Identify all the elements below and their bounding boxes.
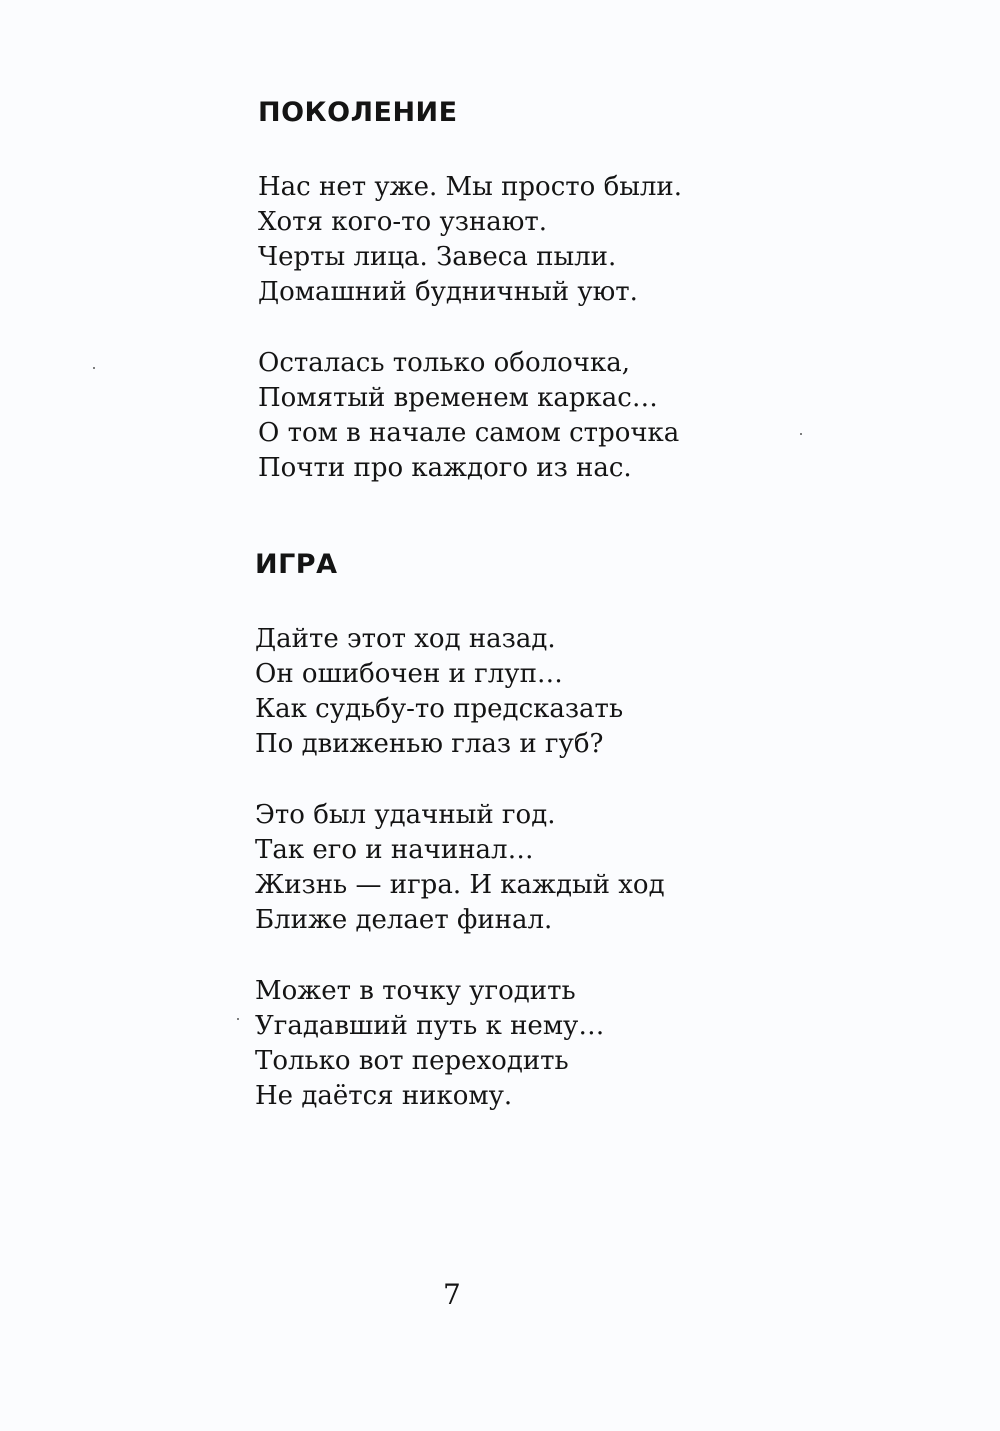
verse-line: Дайте этот ход назад.: [255, 624, 556, 654]
verse-line: Он ошибочен и глуп…: [255, 659, 563, 689]
verse-line: Помятый временем каркас…: [258, 383, 658, 413]
stanza: [255, 974, 855, 1114]
verse-line: Осталась только оболочка,: [258, 348, 630, 378]
verse-line: О том в начале самом строчка: [258, 418, 680, 448]
verse-line: Как судьбу-то предсказать: [255, 694, 624, 724]
verse-line: Угадавший путь к нему…: [255, 1011, 605, 1041]
verse-line: Жизнь — игра. И каждый ход: [255, 870, 665, 900]
verse-line: По движенью глаз и губ?: [255, 729, 604, 759]
poem-igra: [255, 548, 855, 1114]
verse-line: Хотя кого-то узнают.: [258, 207, 548, 237]
verse-line: Почти про каждого из нас.: [258, 453, 632, 483]
verse-line: Только вот переходить: [255, 1046, 569, 1076]
print-speck: [93, 367, 95, 369]
print-speck: [800, 433, 802, 435]
verse-line: Не даётся никому.: [255, 1081, 513, 1111]
verse-line: Черты лица. Завеса пыли.: [258, 242, 617, 272]
verse-line: Это был удачный год.: [255, 800, 556, 830]
verse-line: Может в точку угодить: [255, 976, 576, 1006]
poem-pokolenie: [258, 96, 858, 486]
verse-line: Так его и начинал…: [255, 835, 534, 865]
stanza: [258, 346, 858, 486]
verse-line: Домашний будничный уют.: [258, 277, 638, 307]
stanza: [258, 170, 858, 310]
page-number: 7: [443, 1278, 461, 1311]
verse-line: Нас нет уже. Мы просто были.: [258, 172, 683, 202]
poem-title: ПОКОЛЕНИЕ: [258, 97, 458, 128]
poem-title: ИГРА: [255, 549, 338, 580]
stanza: [255, 798, 855, 938]
print-speck: [237, 1018, 239, 1020]
stanza: [255, 622, 855, 762]
verse-line: Ближе делает финал.: [255, 905, 553, 935]
